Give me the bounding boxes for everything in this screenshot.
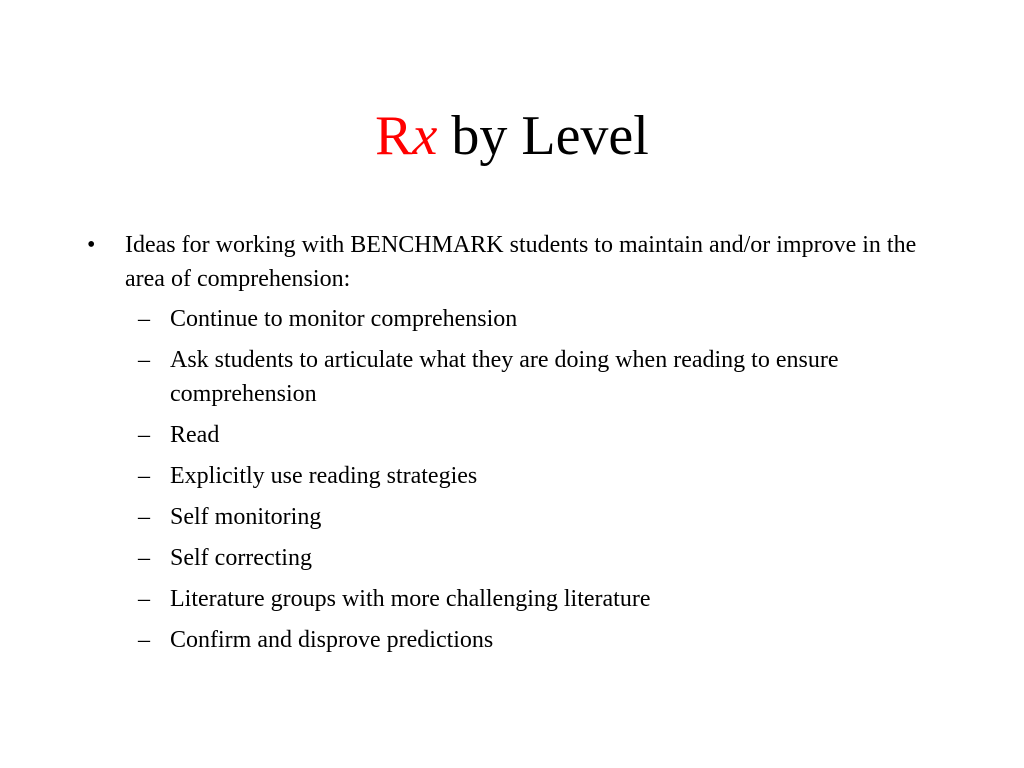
- sub-bullet-text: Ask students to articulate what they are doing when reading to ensure comprehension: [170, 347, 839, 407]
- sub-bullet-item: [87, 343, 947, 411]
- sub-bullet-text: Continue to monitor comprehension: [170, 306, 518, 332]
- sub-bullet-item: [87, 418, 947, 452]
- title-r: R: [375, 105, 413, 167]
- sub-bullet-item: [87, 623, 947, 657]
- dash-icon: –: [138, 504, 150, 530]
- sub-bullet-item: [87, 302, 947, 336]
- dash-icon: –: [138, 627, 150, 653]
- sub-bullet-text: Explicitly use reading strategies: [170, 463, 478, 489]
- dash-icon: –: [138, 347, 150, 373]
- sub-bullet-item: [87, 459, 947, 493]
- sub-bullet-text: Literature groups with more challenging literature: [170, 586, 651, 612]
- title-rest: by Level: [451, 105, 649, 167]
- sub-bullet-item: [87, 582, 947, 616]
- bullet-dot-icon: •: [87, 232, 96, 258]
- slide-title: [0, 96, 1024, 176]
- sub-bullet-text: Confirm and disprove predictions: [170, 627, 494, 653]
- sub-bullet-text: Self correcting: [170, 545, 312, 571]
- dash-icon: –: [138, 463, 150, 489]
- title-x: x: [412, 105, 438, 167]
- dash-icon: –: [138, 545, 150, 571]
- sub-bullet-text: Self monitoring: [170, 504, 322, 530]
- sub-bullet-text: Read: [170, 422, 220, 448]
- sub-bullet-item: [87, 500, 947, 534]
- slide-body: [87, 228, 947, 664]
- bullet-text: Ideas for working with BENCHMARK students to maintain and/or improve in the area of comprehension:: [125, 232, 917, 292]
- sub-bullet-list: [87, 302, 947, 657]
- dash-icon: –: [138, 306, 150, 332]
- dash-icon: –: [138, 586, 150, 612]
- dash-icon: –: [138, 422, 150, 448]
- bullet-item: [87, 228, 947, 296]
- sub-bullet-item: [87, 541, 947, 575]
